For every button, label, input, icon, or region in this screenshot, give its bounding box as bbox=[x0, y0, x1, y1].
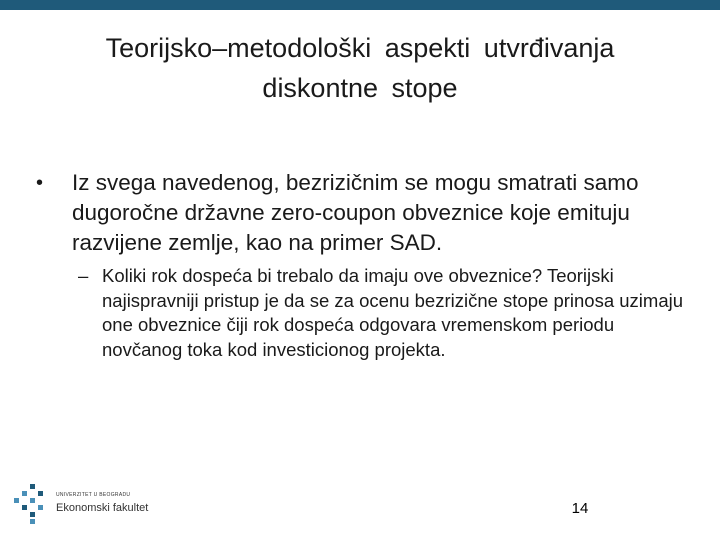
bullet-item bbox=[36, 168, 696, 258]
title-line-1: Teorijsko–metodološki aspekti utvrđivanja bbox=[105, 33, 615, 63]
logo-faculty-text: Ekonomski fakultet bbox=[56, 502, 149, 514]
faculty-logo bbox=[12, 482, 232, 526]
sub-bullet-text: Koliki rok dospeća bi trebalo da imaju ove obveznice? Teorijski najispravniji pristup je da se za ocenu bezrizične stope prinosa uzimaju one obveznice čiji rok dospeća odgovara vremenskom periodu novčanog toka kod investicionog projekta. bbox=[102, 265, 684, 360]
sub-bullet-item bbox=[78, 264, 696, 362]
page-number: 14 bbox=[571, 500, 589, 517]
title-line-2: diskontne stope bbox=[262, 73, 458, 103]
logo-university-text: UNIVERZITET U BEOGRADU bbox=[56, 492, 131, 498]
bullet-marker: • bbox=[36, 172, 44, 194]
slide-title bbox=[40, 28, 680, 108]
top-accent-bar bbox=[0, 0, 720, 10]
slide-body bbox=[36, 168, 696, 362]
logo-dots-icon bbox=[12, 482, 52, 526]
sub-bullet-marker: – bbox=[78, 265, 89, 286]
bullet-text: Iz svega navedenog, bezrizičnim se mogu smatrati samo dugoročne državne zero-coupon obveznice koje emituju razvijene zemlje, kao na primer SAD. bbox=[72, 170, 639, 255]
